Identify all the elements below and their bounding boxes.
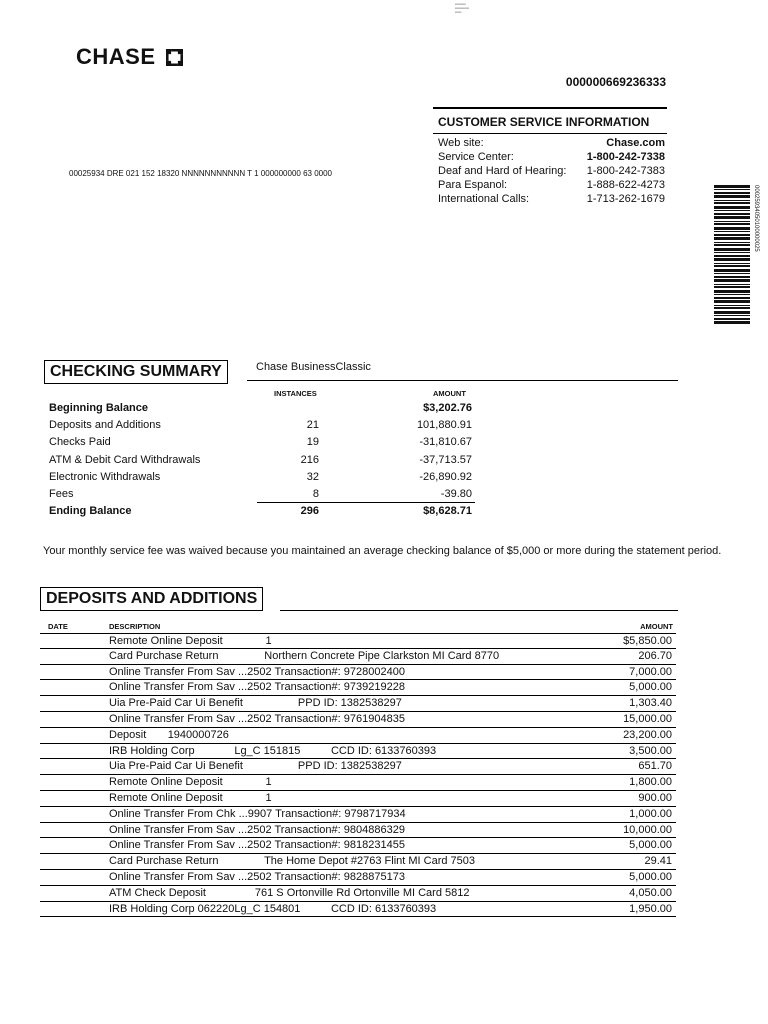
customer-service-row (433, 178, 667, 192)
deposit-amount: 5,000.00 (629, 839, 672, 852)
customer-service-row (433, 150, 667, 164)
summary-instances: 21 (306, 419, 319, 432)
deposit-amount: 15,000.00 (623, 713, 672, 725)
deposit-description: Card Purchase Return The Home Depot #2763 Flint MI Card 7503 (109, 855, 476, 868)
deposit-row (40, 728, 676, 744)
total-rule (257, 502, 475, 503)
divider (280, 610, 678, 611)
deposit-amount: 1,000.00 (629, 807, 672, 820)
chase-octagon-icon (166, 49, 183, 66)
account-number: 000000669236333 (565, 75, 666, 89)
barcode-bar (714, 221, 750, 222)
deposit-description: Online Transfer From Sav ...2502 Transaction#: 9728002400 (109, 665, 405, 678)
deposit-row (40, 696, 676, 712)
deposit-description: Online Transfer From Sav ...2502 Transaction#: 9739219228 (109, 681, 405, 694)
deposit-row (40, 680, 676, 696)
customer-service-row (433, 192, 667, 206)
customer-service-row (433, 136, 667, 150)
barcode-bar (714, 286, 750, 288)
summary-amount: 101,880.91 (416, 419, 472, 432)
cs-label: Service Center: (438, 151, 514, 163)
deposit-amount: 900.00 (638, 792, 672, 804)
deposit-row (40, 791, 676, 807)
deposit-amount: 23,200.00 (623, 728, 672, 741)
product-name: Chase BusinessClassic (256, 361, 371, 373)
brand-name: CHASE (76, 44, 156, 69)
deposit-row (40, 902, 676, 918)
summary-row (49, 402, 474, 419)
summary-amount: $3,202.76 (423, 402, 472, 414)
barcode-bar (714, 269, 750, 272)
deposit-description: Uia Pre-Paid Car Ui Benefit PPD ID: 1382538297 (109, 697, 402, 710)
deposit-description: Online Transfer From Sav ...2502 Transaction#: 9818231455 (109, 839, 405, 852)
deposit-description: Deposit 1940000726 (109, 728, 229, 741)
deposit-amount: 1,800.00 (629, 776, 672, 789)
barcode-icon (714, 185, 750, 325)
deposit-amount: 29.41 (644, 855, 672, 868)
barcode-bar (714, 248, 750, 251)
summary-amount: -26,890.92 (419, 470, 472, 483)
deposit-description: Online Transfer From Chk ...9907 Transaction#: 9798717934 (109, 807, 406, 820)
customer-service-row (433, 164, 667, 178)
barcode-bar (714, 305, 750, 306)
deposit-description: Remote Online Deposit 1 (109, 776, 272, 789)
col-description-header: DESCRIPTION (109, 622, 161, 631)
summary-label: ATM & Debit Card Withdrawals (49, 453, 201, 466)
barcode-bar (714, 307, 750, 309)
col-instances-header: INSTANCES (274, 389, 317, 398)
deposit-description: Remote Online Deposit 1 (109, 792, 272, 804)
summary-amount: -37,713.57 (419, 453, 472, 466)
barcode-bar (714, 284, 750, 285)
barcode-bar (714, 311, 750, 314)
customer-service-title: CUSTOMER SERVICE INFORMATION (433, 107, 667, 134)
summary-row (49, 419, 474, 436)
deposit-amount: 1,950.00 (629, 902, 672, 915)
deposit-amount: 7,000.00 (629, 665, 672, 678)
barcode-bar (714, 210, 750, 211)
cs-value: 1-800-242-7383 (586, 165, 665, 177)
barcode-bar (714, 237, 750, 240)
barcode-bar (714, 276, 750, 278)
deposit-amount: 651.70 (638, 760, 672, 773)
deposit-amount: $5,850.00 (623, 635, 672, 647)
deposits-section-title: DEPOSITS AND ADDITIONS (40, 587, 263, 611)
summary-row (49, 454, 474, 471)
summary-instances: 8 (312, 488, 319, 500)
barcode-bar (714, 234, 750, 236)
barcode-bar (714, 263, 750, 264)
deposit-amount: 1,303.40 (629, 697, 672, 710)
mailing-code: 00025934 DRE 021 152 18320 NNNNNNNNNNN T 1 000000000 63 0000 (69, 169, 332, 178)
barcode-bar (714, 216, 750, 219)
barcode-bar (714, 223, 750, 225)
cs-value: Chase.com (606, 137, 665, 149)
deposit-row (40, 823, 676, 839)
barcode-bar (714, 321, 750, 324)
deposit-amount: 4,050.00 (629, 886, 672, 899)
deposit-row (40, 870, 676, 886)
barcode-bar (714, 200, 750, 201)
barcode-bar (714, 265, 750, 267)
barcode-bar (714, 213, 750, 215)
barcode-bar (714, 206, 750, 209)
deposit-description: ATM Check Deposit 761 S Ortonville Rd Ortonville MI Card 5812 (109, 886, 470, 899)
col-amount-header: AMOUNT (433, 389, 466, 398)
barcode-bar (714, 195, 750, 198)
barcode-bar (714, 315, 750, 316)
summary-instances: 296 (300, 505, 319, 518)
barcode-bar (714, 244, 750, 246)
divider (247, 380, 678, 381)
summary-row (49, 505, 474, 522)
fee-waived-note: Your monthly service fee was waived because you maintained an average checking balance of $5,000 or more during the statement period. (43, 545, 722, 557)
deposit-row (40, 807, 676, 823)
barcode-bar (714, 185, 750, 188)
deposit-description: Online Transfer From Sav ...2502 Transaction#: 9804886329 (109, 823, 405, 836)
summary-amount: $8,628.71 (423, 505, 472, 518)
deposit-row (40, 665, 676, 681)
cs-label: International Calls: (438, 193, 530, 205)
cs-value: 1-713-262-1679 (586, 193, 665, 205)
deposit-row (40, 649, 676, 665)
barcode-bar (714, 300, 750, 303)
customer-service-panel (433, 107, 667, 206)
deposit-row (40, 775, 676, 791)
deposit-amount: 5,000.00 (629, 681, 672, 694)
deposit-description: Online Transfer From Sav ...2502 Transaction#: 9761904835 (109, 713, 405, 725)
barcode-bar (714, 273, 750, 274)
summary-label: Checks Paid (49, 436, 111, 449)
cs-label: Deaf and Hard of Hearing: (438, 165, 567, 177)
deposit-description: IRB Holding Corp Lg_C 151815 CCD ID: 6133760393 (109, 744, 437, 757)
cs-value: 1-888-622-4273 (586, 179, 665, 191)
summary-amount: -39.80 (440, 488, 472, 500)
barcode-bar (714, 294, 750, 295)
barcode-bar (714, 297, 750, 299)
summary-label: Fees (49, 488, 74, 500)
barcode-bar (714, 192, 750, 194)
deposit-amount: 206.70 (638, 649, 672, 662)
barcode-bar (714, 242, 750, 243)
cs-value: 1-800-242-7338 (586, 151, 665, 163)
cs-label: Para Espanol: (438, 179, 508, 191)
chase-logo (76, 44, 183, 70)
summary-instances: 32 (306, 470, 319, 483)
summary-label: Electronic Withdrawals (49, 470, 161, 483)
barcode-number: 00025934050100000025 (753, 185, 759, 252)
summary-row (49, 471, 474, 488)
barcode-bar (714, 231, 750, 232)
barcode-bar (714, 252, 750, 253)
barcode-bar (714, 318, 750, 320)
col-date-header: DATE (48, 622, 68, 631)
deposit-description: Online Transfer From Sav ...2502 Transaction#: 9828875173 (109, 871, 405, 883)
deposit-description: Uia Pre-Paid Car Ui Benefit PPD ID: 1382538297 (109, 760, 402, 773)
deposit-row (40, 633, 676, 649)
deposit-row (40, 854, 676, 870)
barcode-bar (714, 255, 750, 257)
summary-amount: -31,810.67 (419, 436, 472, 449)
cs-label: Web site: (438, 137, 484, 149)
deposit-description: IRB Holding Corp 062220Lg_C 154801 CCD ID: 6133760393 (109, 902, 437, 915)
summary-label: Ending Balance (49, 505, 132, 518)
deposit-row (40, 712, 676, 728)
summary-instances: 19 (306, 436, 319, 449)
barcode-bar (714, 202, 750, 204)
barcode-bar (714, 227, 750, 230)
summary-label: Deposits and Additions (49, 419, 161, 432)
deposit-amount: 10,000.00 (623, 823, 672, 836)
deposit-row (40, 838, 676, 854)
deposit-row (40, 759, 676, 775)
deposit-description: Card Purchase Return Northern Concrete Pipe Clarkston MI Card 8770 (109, 649, 500, 662)
barcode-bar (714, 290, 750, 293)
deposit-row (40, 886, 676, 902)
summary-label: Beginning Balance (49, 402, 149, 414)
col-amount-header: AMOUNT (640, 622, 673, 631)
routing-microtext: ▪▪▪▪▪▪▪▪▪▪ ▪▪▪▪▪▪▪▪▪▪▪▪▪ ▪▪▪▪▪▪ (455, 2, 469, 14)
summary-row (49, 436, 474, 453)
barcode-bar (714, 279, 750, 282)
barcode-bar (714, 258, 750, 261)
deposit-description: Remote Online Deposit 1 (109, 635, 272, 647)
deposit-row (40, 744, 676, 760)
barcode-bar (714, 189, 750, 190)
deposit-amount: 5,000.00 (629, 871, 672, 883)
deposit-amount: 3,500.00 (629, 744, 672, 757)
checking-summary-title: CHECKING SUMMARY (44, 360, 228, 384)
summary-instances: 216 (300, 453, 319, 466)
